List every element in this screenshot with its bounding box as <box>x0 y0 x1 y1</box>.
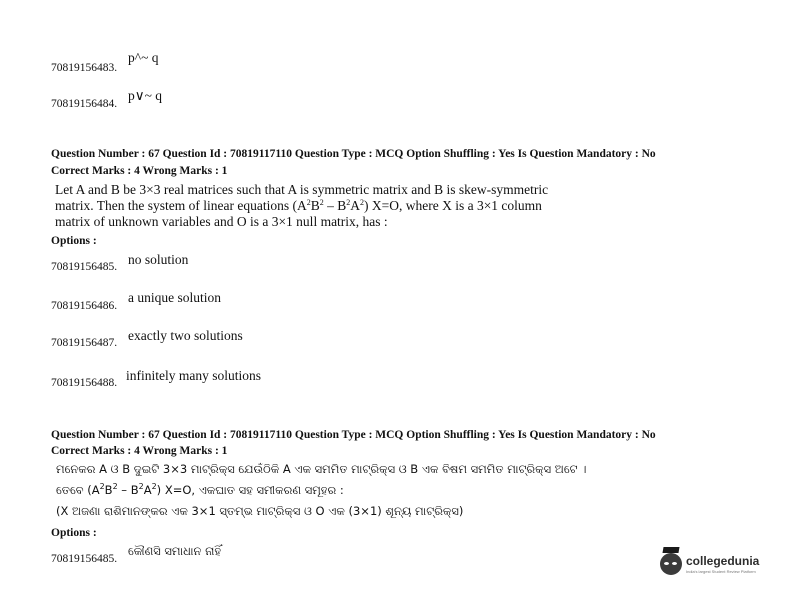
logo-name: collegedunia <box>686 554 760 568</box>
question-line: ମନେକର A ଓ B ଦୁଇଟି 3×3 ମାଟ୍ରିକ୍ସ ଯେଉଁଠିକି A ଏକ ସମମିତ ମାଟ୍ରିକ୍ସ ଓ B ଏକ ବିଷମ ସମମିତ ମାଟ୍ରିକ୍ସ ଅଟେ । <box>56 462 587 476</box>
question-marks: Correct Marks : 4 Wrong Marks : 1 <box>51 165 228 177</box>
option-id: 70819156486. <box>51 300 118 312</box>
option-id: 70819156484. <box>51 98 118 110</box>
question-line: ତେବେ $(A^2B^2 - B^2A^2)$ X=O, ଏକଘାତ ସହ ସମୀକରଣ ସମୂହର : <box>56 482 344 497</box>
option-id: 70819156483. <box>51 62 118 74</box>
question-line: Let A and B be 3×3 real matrices such that A is symmetric matrix and B is skew-symmetric <box>55 182 549 197</box>
question-meta: Question Number : 67 Question Id : 70819117110 Question Type : MCQ Option Shuffling : Yes Is Question Mandatory : No <box>51 148 656 160</box>
question-line: matrix of unknown variables and O is a 3×1 null matrix, has : <box>55 214 388 229</box>
option-text: କୌଣସି ସମାଧାନ ନାହିଁ <box>128 544 222 558</box>
option-text: exactly two solutions <box>128 328 243 343</box>
option-id: 70819156487. <box>51 337 118 349</box>
option-text: infinitely many solutions <box>126 368 261 383</box>
option-id: 70819156485. <box>51 553 118 565</box>
question-meta: Question Number : 67 Question Id : 70819117110 Question Type : MCQ Option Shuffling : Yes Is Question Mandatory : No <box>51 429 656 441</box>
option-id: 70819156485. <box>51 261 118 273</box>
option-id: 70819156488. <box>51 377 118 389</box>
logo-tagline: India's largest Student Review Platform <box>686 569 756 574</box>
collegedunia-logo <box>660 553 759 575</box>
question-marks: Correct Marks : 4 Wrong Marks : 1 <box>51 445 228 457</box>
options-label: Options : <box>51 527 97 539</box>
option-text: no solution <box>128 252 189 267</box>
graduate-mascot-icon <box>660 553 682 575</box>
option-text: a unique solution <box>128 290 221 305</box>
options-label: Options : <box>51 235 97 247</box>
question-line: matrix. Then the system of linear equations $(A^2B^2 - B^2A^2)$ X=O, where X is a 3×1 column <box>55 198 542 213</box>
option-text: p∨~ q <box>128 88 163 103</box>
question-line: (X ଅଜଣା ରାଶିମାନଙ୍କର ଏକ 3×1 ସ୍ତମ୍ଭ ମାଟ୍ରିକ୍ସ ଓ O ଏକ (3×1) ଶୂନ୍ୟ ମାଟ୍ରିକ୍ସ) <box>56 504 464 518</box>
option-text: p^~ q <box>128 50 159 65</box>
